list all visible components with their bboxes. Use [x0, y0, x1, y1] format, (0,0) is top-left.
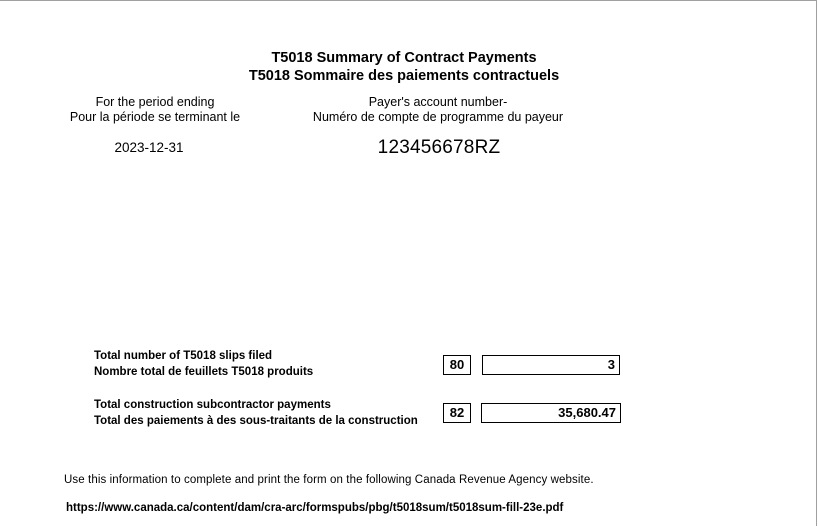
payer-account-number: 123456678RZ	[377, 137, 501, 158]
form-title-fr: T5018 Sommaire des paiements contractuels	[248, 68, 560, 84]
slips-filed-label-fr: Nombre total de feuillets T5018 produits	[94, 366, 314, 378]
account-label-en: Payer's account number-	[368, 95, 508, 109]
info-text: Use this information to complete and print the form on the following Canada Revenue Agency website.	[64, 474, 594, 486]
period-label-en: For the period ending	[95, 95, 215, 109]
period-label-fr: Pour la période se terminant le	[69, 110, 241, 124]
slips-filed-label	[94, 348, 313, 380]
period-end-date: 2023-12-31	[114, 140, 184, 155]
form-title-en: T5018 Summary of Contract Payments	[271, 50, 537, 66]
account-label	[290, 95, 586, 125]
form-title	[0, 49, 808, 85]
subcontractor-payments-box-code: 82	[443, 403, 471, 423]
account-label-fr: Numéro de compte de programme du payeur	[312, 110, 564, 124]
subcontractor-payments-label-en: Total construction subcontractor payments	[94, 399, 331, 411]
slips-filed-value: 3	[482, 355, 620, 375]
period-label	[40, 95, 270, 125]
subcontractor-payments-value: 35,680.47	[481, 403, 621, 423]
subcontractor-payments-label-fr: Total des paiements à des sous-traitants de la construction	[94, 415, 418, 427]
subcontractor-payments-label	[94, 397, 418, 429]
cra-form-url: https://www.canada.ca/content/dam/cra-arc/formspubs/pbg/t5018sum/t5018sum-fill-23e.pdf	[66, 502, 564, 514]
slips-filed-label-en: Total number of T5018 slips filed	[94, 350, 273, 362]
slips-filed-box-code: 80	[443, 355, 471, 375]
